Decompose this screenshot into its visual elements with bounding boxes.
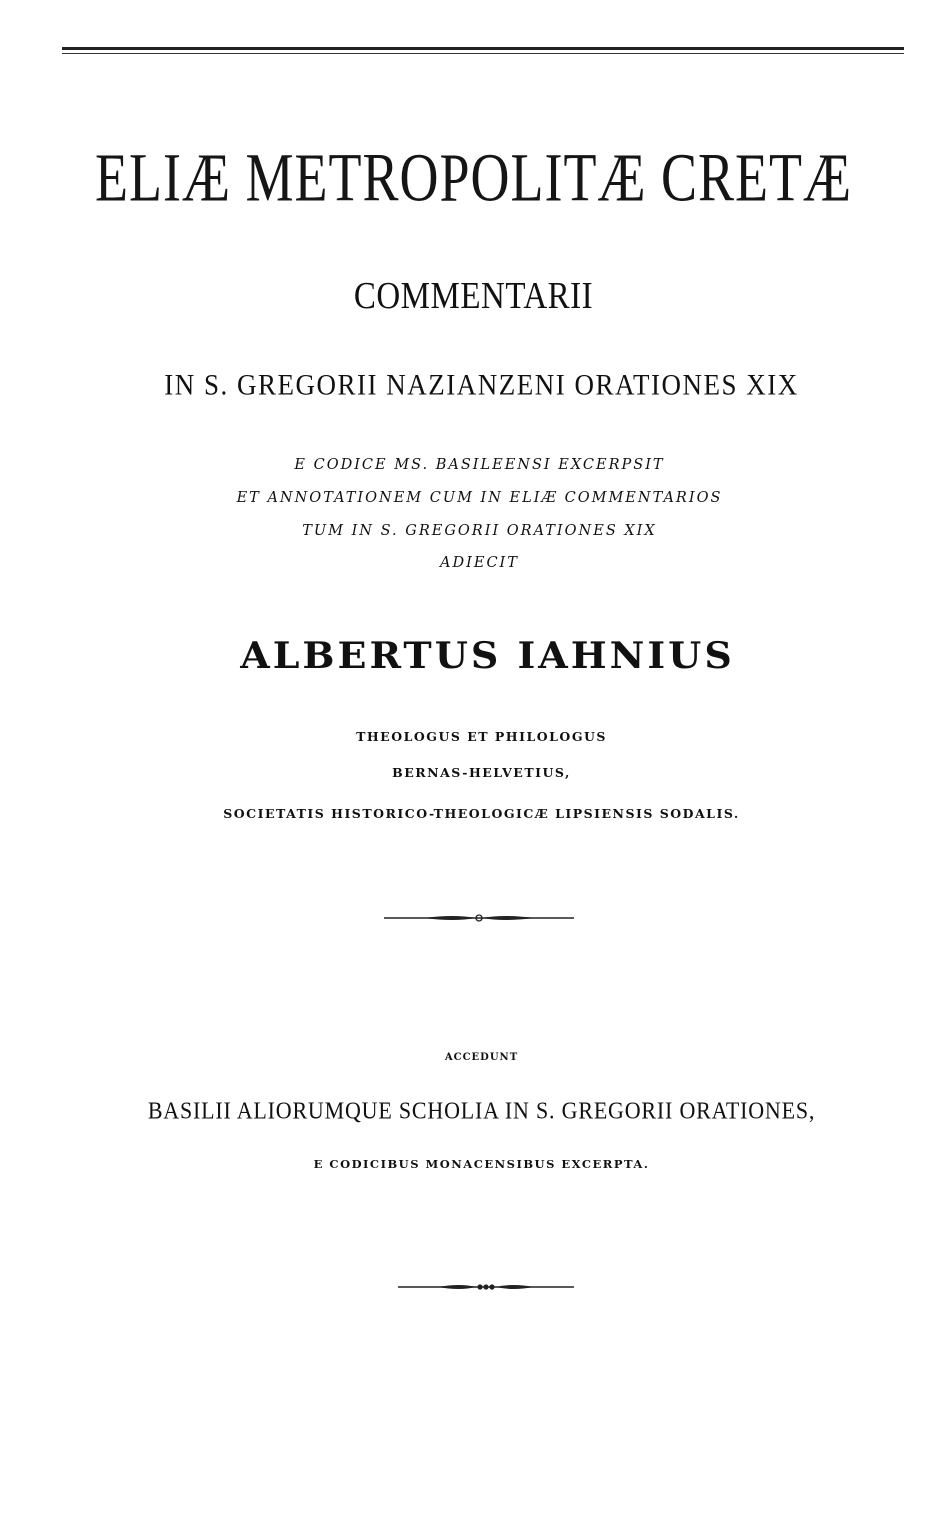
- top-double-rule: [62, 47, 904, 56]
- work-title: IN S. GREGORII NAZIANZENI ORATIONES XIX: [164, 368, 799, 401]
- appendix-source: E CODICIBUS MONACENSIBUS EXCERPTA.: [313, 1157, 650, 1171]
- ornamental-divider-2: [398, 1281, 574, 1293]
- top-rule-thick: [62, 47, 904, 50]
- author-title-2: BERNAS-HELVETIUS,: [392, 765, 571, 780]
- edition-line-1: E CODICE MS. BASILEENSI EXCERPSIT: [294, 457, 665, 473]
- edition-line-3: TUM IN S. GREGORII ORATIONES XIX: [302, 523, 657, 539]
- top-rule-thin: [62, 53, 904, 54]
- author-title-1: THEOLOGUS ET PHILOLOGUS: [356, 729, 607, 744]
- ornamental-divider-1: [384, 912, 574, 924]
- author-name: ALBERTUS IAHNIUS: [240, 634, 735, 677]
- appendix-title: BASILII ALIORUMQUE SCHOLIA IN S. GREGORII ORATIONES,: [147, 1096, 816, 1124]
- accedunt-label: ACCEDUNT: [444, 1052, 519, 1063]
- edition-line-2: ET ANNOTATIONEM CUM IN ELIÆ COMMENTARIOS: [236, 490, 723, 506]
- book-subtitle: COMMENTARII: [353, 276, 594, 318]
- edition-line-4: ADIECIT: [440, 555, 519, 571]
- book-title: ELIÆ METROPOLITÆ CRETÆ: [95, 139, 852, 217]
- author-title-3: SOCIETATIS HISTORICO-THEOLOGICÆ LIPSIENSIS SODALIS.: [223, 806, 740, 821]
